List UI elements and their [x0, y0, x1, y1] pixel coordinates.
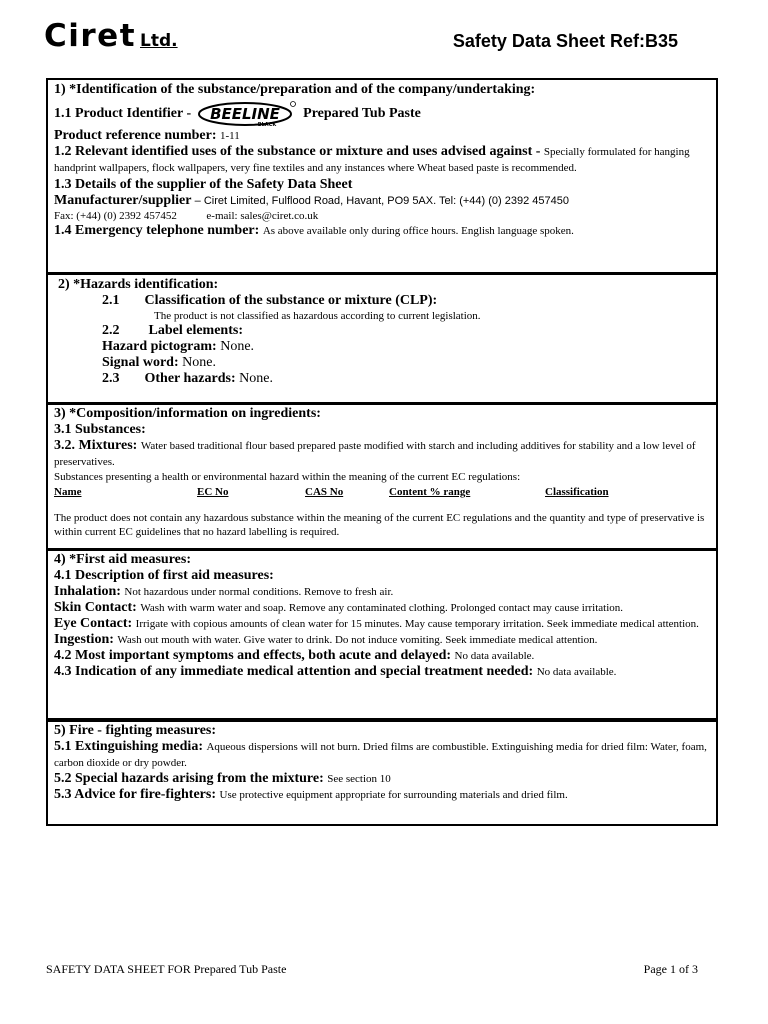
other-hazards-row — [54, 371, 710, 387]
manufacturer-value: – Ciret Limited, Fulflood Road, Havant, PO9 5AX. Tel: (+44) (0) 2392 457450 — [194, 195, 569, 207]
symptoms-row — [54, 648, 710, 664]
manufacturer-label: Manufacturer/supplier — [54, 193, 192, 208]
product-identifier-label: 1.1 Product Identifier - — [54, 106, 192, 121]
product-identifier-value: Prepared Tub Paste — [303, 106, 421, 121]
mixtures-row — [54, 438, 710, 470]
section-5-title: 5) Fire - fighting measures: — [54, 723, 217, 738]
skin-contact-row — [54, 600, 710, 616]
mixtures-label: 3.2. Mixtures: — [54, 438, 138, 453]
company-suffix: Ltd. — [140, 31, 178, 51]
extinguishing-media-value: Aqueous dispersions will not burn. Dried films are combustible. Extinguishing media for dried film: Water, foam, carbon dioxide or dry powder. — [54, 741, 707, 769]
product-reference-value: 1-11 — [220, 130, 240, 142]
supplier-heading: 1.3 Details of the supplier of the Safety Data Sheet — [54, 177, 353, 192]
column-name: Name — [54, 486, 82, 498]
label-elements-number: 2.2 — [102, 323, 120, 338]
ingestion-row — [54, 632, 710, 648]
classification-text: The product is not classified as hazardous according to current legislation. — [154, 310, 481, 322]
medical-attention-row — [54, 664, 710, 680]
eye-contact-row — [54, 616, 710, 632]
section-2-hazards — [46, 273, 718, 404]
substances-heading: 3.1 Substances: — [54, 422, 146, 437]
signal-word-value: None. — [182, 355, 216, 370]
classification-row — [54, 293, 710, 309]
section-4-title: 4) *First aid measures: — [54, 552, 191, 567]
section-2-title: 2) *Hazards identification: — [58, 277, 219, 292]
extinguishing-media-label: 5.1 Extinguishing media: — [54, 739, 203, 754]
skin-contact-value: Wash with warm water and soap. Remove any contaminated clothing. Prolonged contact may cause irritation. — [140, 602, 624, 614]
other-hazards-label: Other hazards: — [144, 371, 236, 386]
ingredients-table-header — [54, 485, 710, 499]
emergency-row — [54, 223, 710, 239]
special-hazards-label: 5.2 Special hazards arising from the mixture: — [54, 771, 324, 786]
section-1-title: 1) *Identification of the substance/preparation and of the company/undertaking: — [54, 82, 536, 97]
fire-fighter-advice-row — [54, 787, 710, 803]
other-hazards-value: None. — [239, 371, 273, 386]
extinguishing-media-row — [54, 739, 710, 771]
relevant-uses-label: 1.2 Relevant identified uses of the substance or mixture and uses advised against - — [54, 144, 541, 159]
page-footer — [46, 962, 696, 977]
company-logo — [44, 18, 178, 59]
product-identifier-row — [54, 100, 710, 128]
column-classification: Classification — [545, 486, 609, 498]
mixtures-value: Water based traditional flour based prepared paste modified with starch and including additives for stability and a low level of preservatives. — [54, 440, 696, 468]
ingestion-label: Ingestion: — [54, 632, 114, 647]
footer-document-title: SAFETY DATA SHEET FOR Prepared Tub Paste — [46, 962, 287, 976]
company-name: Ciret — [44, 18, 137, 54]
section-4-first-aid — [46, 549, 718, 720]
section-1-identification — [46, 78, 718, 274]
hazard-pictogram-row — [54, 339, 710, 355]
other-hazards-number: 2.3 — [102, 371, 120, 386]
section-5-fire-fighting — [46, 720, 718, 826]
medical-attention-label: 4.3 Indication of any immediate medical attention and special treatment needed: — [54, 664, 534, 679]
signal-word-label: Signal word: — [102, 355, 179, 370]
medical-attention-value: No data available. — [536, 666, 617, 678]
classification-number: 2.1 — [102, 293, 120, 308]
contact-row — [54, 209, 710, 223]
product-reference-label: Product reference number: — [54, 128, 217, 143]
beeline-logo — [197, 100, 297, 128]
beeline-logo-subtext: BLACK — [257, 122, 277, 128]
skin-contact-label: Skin Contact: — [54, 600, 137, 615]
relevant-uses-text: Specially formulated for hanging handprint wallpapers, flock wallpapers, very fine textiles and any instances where Wheat based paste is recommended. — [54, 146, 690, 174]
ingestion-value: Wash out mouth with water. Give water to drink. Do not induce vomiting. Seek immediate medical attention. — [117, 634, 598, 646]
fire-fighter-advice-value: Use protective equipment appropriate for surrounding materials and dried film. — [219, 789, 568, 801]
composition-note: The product does not contain any hazardous substance within the meaning of the current EC regulations and the quantity and type of preservative is within current EC guidelines that no hazard labelling is required. — [54, 512, 705, 538]
symptoms-label: 4.2 Most important symptoms and effects, both acute and delayed: — [54, 648, 452, 663]
column-ec-no: EC No — [197, 486, 229, 498]
section-3-composition — [46, 403, 718, 550]
eye-contact-value: Irrigate with copious amounts of clean water for 15 minutes. May cause temporary irritation. Seek immediate medical attention. — [135, 618, 699, 630]
symptoms-value: No data available. — [454, 650, 535, 662]
column-cas-no: CAS No — [305, 486, 344, 498]
hazard-pictogram-label: Hazard pictogram: — [102, 339, 217, 354]
inhalation-row — [54, 584, 710, 600]
fax-number: Fax: (+44) (0) 2392 457452 — [54, 210, 177, 222]
inhalation-value: Not hazardous under normal conditions. Remove to fresh air. — [124, 586, 394, 598]
emergency-label: 1.4 Emergency telephone number: — [54, 223, 260, 238]
eye-contact-label: Eye Contact: — [54, 616, 133, 631]
page-header — [44, 14, 724, 58]
product-reference-row — [54, 128, 710, 144]
relevant-uses — [54, 144, 710, 176]
manufacturer-row — [54, 193, 710, 209]
column-content-range: Content % range — [389, 486, 471, 498]
inhalation-label: Inhalation: — [54, 584, 121, 599]
label-elements-label: Label elements: — [148, 323, 243, 338]
special-hazards-row — [54, 771, 710, 787]
sheet-reference: Safety Data Sheet Ref:B35 — [452, 31, 678, 51]
email-address: e-mail: sales@ciret.co.uk — [206, 210, 319, 222]
classification-label: Classification of the substance or mixture (CLP): — [144, 293, 438, 308]
signal-word-row — [54, 355, 710, 371]
emergency-value: As above available only during office hours. English language spoken. — [262, 225, 574, 237]
label-elements-row — [54, 323, 710, 339]
beeline-logo-text: BEELINE — [210, 105, 281, 123]
hazard-pictogram-value: None. — [220, 339, 255, 354]
page-number: Page 1 of 3 — [643, 962, 698, 976]
fire-fighter-advice-label: 5.3 Advice for fire-fighters: — [54, 787, 216, 802]
hazard-substances-line: Substances presenting a health or environmental hazard within the meaning of the current EC regulations: — [54, 471, 521, 483]
special-hazards-value: See section 10 — [327, 773, 391, 785]
first-aid-description-heading: 4.1 Description of first aid measures: — [54, 568, 274, 583]
section-3-title: 3) *Composition/information on ingredients: — [54, 406, 321, 421]
